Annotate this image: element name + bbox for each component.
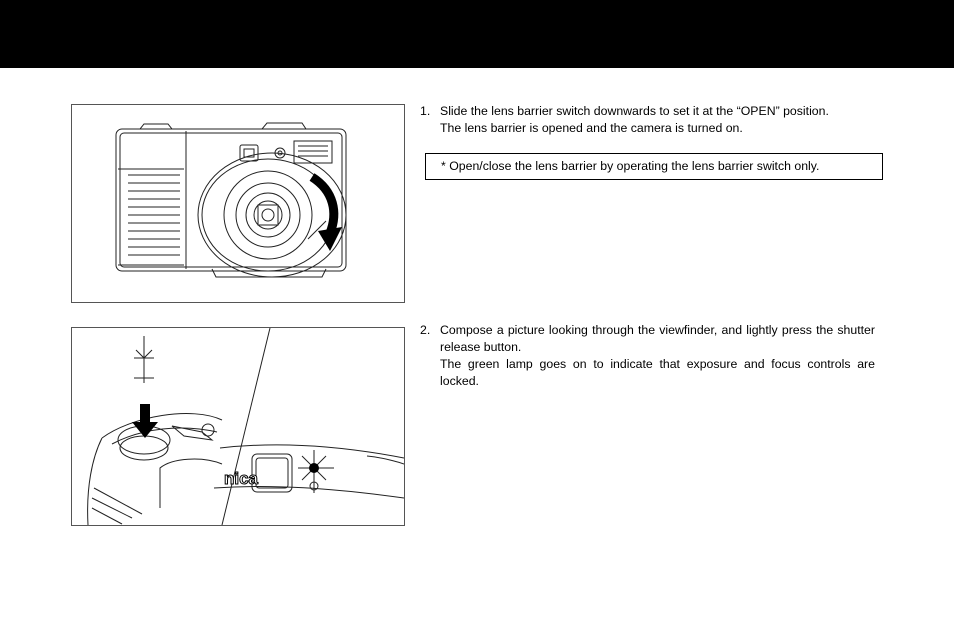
shutter-viewfinder-illustration: [71, 327, 405, 526]
step-text: The green lamp goes on to indicate that exposure and focus controls are locked.: [440, 357, 875, 388]
camera-front-illustration: [71, 104, 405, 303]
brand-text: nica: [224, 469, 259, 488]
step-text: Slide the lens barrier switch downwards to set it at the “OPEN” position.: [440, 104, 829, 118]
note-box: * Open/close the lens barrier by operating the lens barrier switch only.: [425, 153, 883, 180]
step-text: The lens barrier is opened and the camera is turned on.: [440, 121, 743, 135]
header-band: [0, 0, 954, 68]
step-number: 1.: [420, 104, 431, 118]
step-number: 2.: [420, 323, 431, 337]
step-text: Compose a picture looking through the viewfinder, and lightly press the shutter release button.: [440, 323, 875, 354]
